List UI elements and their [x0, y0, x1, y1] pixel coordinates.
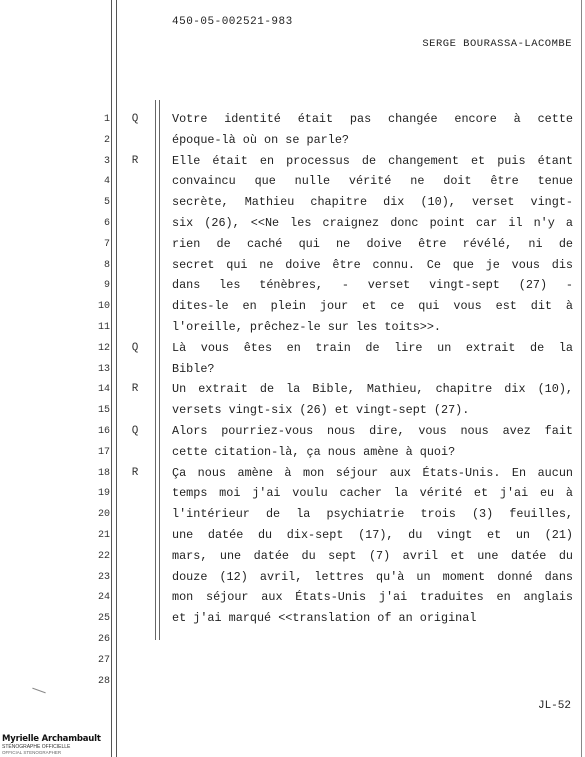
transcript-line: époque-là où on se parle?: [172, 132, 349, 147]
answer-marker: R: [131, 466, 139, 479]
line-number: 23: [97, 571, 110, 583]
transcript-line: dans les ténèbres, - verset vingt-sept (27) -: [172, 278, 573, 293]
transcript-line: rien de caché qui ne doive être révélé, ni de: [172, 236, 573, 251]
stenographer-logo: [2, 734, 112, 755]
transcript-line: dites-le en plein jour et ce qui vous est dit à: [172, 299, 573, 314]
transcript-line: Bible?: [172, 361, 215, 376]
line-number: 21: [97, 530, 110, 541]
line-number: 20: [97, 509, 110, 521]
line-number: 16: [97, 426, 110, 437]
question-marker: Q: [131, 341, 139, 354]
scan-mark: [32, 688, 45, 694]
line-number: 1: [103, 114, 110, 125]
page-code: JL-52: [537, 700, 571, 712]
line-number: 2: [103, 134, 110, 146]
line-number: 6: [103, 218, 110, 229]
line-number: 4: [103, 176, 110, 188]
stenographer-title-en: OFFICIAL STENOGRAPHER: [2, 750, 62, 755]
transcript-line: Alors pourriez-vous nous dire, vous nous avez fait: [172, 424, 573, 438]
line-number: 25: [97, 613, 110, 625]
line-number: 18: [97, 467, 110, 479]
right-margin-rule: [581, 0, 582, 757]
line-number: 19: [97, 488, 110, 500]
line-number: 9: [103, 280, 110, 292]
speaker-column-rule-right: [159, 100, 160, 640]
line-number: 13: [97, 363, 110, 375]
line-number: 22: [97, 550, 110, 562]
question-marker: Q: [131, 113, 139, 125]
transcript-line: une datée du dix-sept (17), du vingt et un (21): [172, 528, 573, 542]
line-number: 27: [97, 654, 110, 666]
line-number: 17: [97, 446, 110, 458]
transcript-line: Ça nous amène à mon séjour aux États-Unis. En aucun: [172, 465, 573, 480]
transcript-line: douze (12) avril, lettres qu'à un moment donné dans: [172, 569, 573, 584]
transcript-line: convaincu que nulle vérité ne doit être tenue: [172, 174, 573, 189]
transcript-line: secrète, Mathieu chapitre dix (10), verset vingt-: [172, 195, 573, 210]
line-number: 15: [97, 405, 110, 417]
margin-rule-left: [111, 0, 112, 757]
line-number: 5: [103, 197, 110, 209]
transcript-line: Votre identité était pas changée encore à cette: [172, 112, 573, 126]
stenographer-title: STÉNOGRAPHE OFFICIELLE: [2, 744, 71, 750]
line-number: 11: [97, 322, 110, 333]
stenographer-name: Myrielle Archambault: [2, 734, 101, 744]
transcript-line: Là vous êtes en train de lire un extrait de la: [172, 340, 573, 355]
transcript-line: Un extrait de la Bible, Mathieu, chapitre dix (10),: [172, 382, 573, 397]
answer-marker: R: [131, 154, 139, 167]
transcript-line: et j'ai marqué <<translation of an original: [172, 611, 477, 626]
transcript-line: secret qui ne doive être connu. Ce que je vous dis: [172, 257, 573, 272]
line-number: 10: [97, 301, 110, 313]
transcript-line: temps moi j'ai voulu cacher la vérité et j'ai eu à: [172, 486, 573, 501]
transcript-line: l'intérieur de la psychiatrie trois (3) feuilles,: [172, 507, 573, 522]
line-number: 12: [97, 342, 110, 354]
transcript-line: l'oreille, prêchez-le sur les toits>>.: [172, 320, 442, 334]
line-number: 7: [103, 238, 110, 250]
line-number: 3: [103, 155, 110, 167]
line-number: 26: [97, 634, 110, 645]
line-number: 14: [97, 384, 110, 396]
line-number: 8: [103, 259, 110, 271]
transcript-line: mon séjour aux États-Unis j'ai traduites en anglais: [172, 590, 573, 605]
transcript-line: mars, une datée du sept (7) avril et une datée du: [172, 548, 573, 563]
witness-name: SERGE BOURASSA-LACOMBE: [422, 38, 572, 50]
margin-rule-right: [116, 0, 117, 757]
line-number: 28: [97, 675, 110, 687]
transcript-line: cette citation-là, ça nous amène à quoi?: [172, 444, 456, 459]
case-number: 450-05-002521-983: [172, 16, 293, 28]
question-marker: Q: [131, 425, 139, 437]
answer-marker: R: [131, 383, 139, 396]
speaker-column-rule-left: [155, 100, 156, 640]
transcript-line: versets vingt-six (26) et vingt-sept (27).: [172, 403, 470, 418]
transcript-line: six (26), <<Ne les craignez donc point car il n'y a: [172, 216, 573, 230]
line-number: 24: [97, 592, 110, 604]
transcript-line: Elle était en processus de changement et puis étant: [172, 153, 573, 168]
